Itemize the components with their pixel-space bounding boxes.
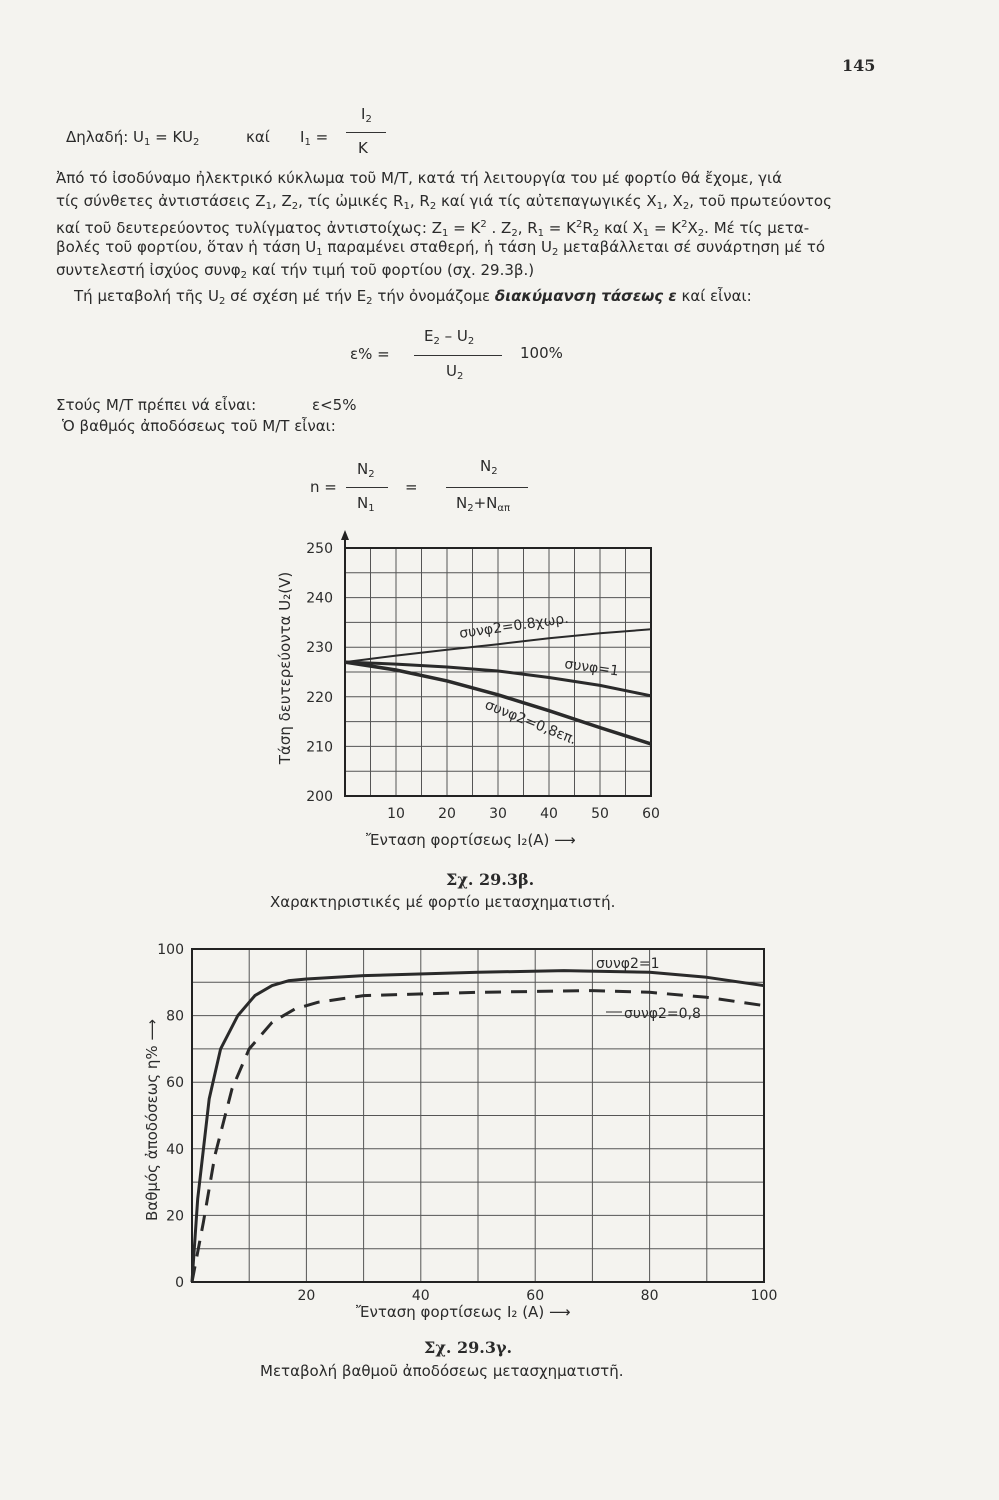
x-tick-label: 50 bbox=[591, 806, 609, 822]
paragraph-line: Τή μεταβολή τῆς $U_2$ σέ σχέση μέ τήν $E_2$ τήν ὀνομάζομε διακύμανση τάσεως ε καί εἶναι: bbox=[74, 287, 752, 307]
y-tick-label: 60 bbox=[166, 1075, 184, 1092]
y-axis-label: Βαθμός ἀποδόσεως η% ⟶ bbox=[143, 1019, 161, 1221]
page-number: 145 bbox=[842, 56, 876, 75]
y-axis-label: Τάση δευτερεύοντα U₂(V) bbox=[276, 571, 294, 765]
x-tick-label: 40 bbox=[540, 806, 558, 822]
x-tick-label: 30 bbox=[489, 806, 507, 822]
x-tick-label: 100 bbox=[750, 1288, 778, 1304]
x-tick-label: 60 bbox=[642, 806, 660, 822]
equation-kai: καί bbox=[246, 128, 270, 146]
figure-g-caption-number: Σχ. 29.3γ. bbox=[424, 1338, 513, 1357]
equation-eps-den: $U_2$ bbox=[446, 362, 464, 382]
x-tick-label: 80 bbox=[640, 1288, 659, 1304]
paragraph-line: καί τοῦ δευτερεύοντος τυλίγματος ἀντιστοίχως: $Z_1 = K^2$ . $Z_2$, $R_1 = K^2R_2$ καί $X_1 = K^2X_2$. Μέ τίς μετα- bbox=[56, 219, 810, 239]
equation-eps-rhs: 100% bbox=[520, 344, 563, 362]
series-label: συνφ2=0.8χωρ. bbox=[458, 610, 570, 642]
y-tick-label: 100 bbox=[157, 942, 184, 958]
equation-n-num2: $N_2$ bbox=[480, 457, 498, 477]
text-limit: Στούς Μ/Τ πρέπει νά εἶναι: bbox=[56, 396, 257, 414]
series-label: συνφ2=0,8επ. bbox=[482, 696, 579, 749]
y-tick-label: 250 bbox=[306, 541, 333, 557]
paragraph-line: βολές τοῦ φορτίου, ὅταν ἡ τάση $U_1$ παραμένει σταθερή, ἡ τάση $U_2$ μεταβάλλεται σέ συνάρτηση μέ τό bbox=[56, 238, 826, 258]
text-efficiency-intro: Ὁ βαθμός ἀποδόσεως τοῦ Μ/Τ εἶναι: bbox=[62, 417, 336, 435]
paragraph-line: Ἀπό τό ἰσοδύναμο ἠλεκτρικό κύκλωμα τοῦ Μ/Τ, κατά τή λειτουργία του μέ φορτίο θά ἔχομε, γιά bbox=[56, 169, 783, 187]
y-tick-label: 210 bbox=[306, 739, 333, 756]
fraction-denominator-k: K bbox=[358, 139, 368, 157]
equation-eps-num: $E_2 - U_2$ bbox=[424, 327, 475, 347]
figure-g-caption-text: Μεταβολή βαθμοῦ ἀποδόσεως μετασχηματιστῆ. bbox=[260, 1362, 624, 1380]
x-tick-label: 20 bbox=[438, 806, 456, 822]
x-tick-label: 40 bbox=[411, 1288, 430, 1304]
equation-n-num1: $N_2$ bbox=[357, 460, 375, 480]
y-tick-label: 200 bbox=[306, 789, 333, 805]
x-axis-label: Ἔνταση φορτίσεως I₂ (A) ⟶ bbox=[356, 1303, 571, 1321]
equation-n-den2: $N_2+N_{\alpha\pi}$ bbox=[456, 494, 511, 514]
figure-b-caption-text: Χαρακτηριστικές μέ φορτίο μετασχηματιστή. bbox=[270, 893, 616, 911]
paragraph-line: συντελεστή ἰσχύος συνφ$_2$ καί τήν τιμή τοῦ φορτίου (σχ. 29.3β.) bbox=[56, 261, 535, 281]
y-axis-arrow-head bbox=[341, 530, 349, 540]
figure-b-caption-number: Σχ. 29.3β. bbox=[446, 870, 535, 889]
y-tick-label: 230 bbox=[306, 640, 333, 657]
y-tick-label: 220 bbox=[306, 689, 333, 706]
chart-voltage-plot bbox=[276, 530, 660, 849]
term-voltage-regulation: διακύμανση τάσεως ε bbox=[494, 287, 677, 305]
y-tick-label: 240 bbox=[306, 590, 333, 607]
equation-i1: $I_1$ = bbox=[300, 128, 329, 148]
y-tick-label: 0 bbox=[175, 1275, 184, 1291]
y-tick-label: 20 bbox=[166, 1208, 184, 1225]
equation-n-den1: $N_1$ bbox=[357, 494, 375, 514]
paragraph-line: τίς σύνθετες ἀντιστάσεις $Z_1$, $Z_2$, τίς ὠμικές $R_1$, $R_2$ καί γιά τίς αὐτεπαγωγικές $X_1$, $X_2$, τοῦ πρωτεύοντος bbox=[56, 192, 832, 212]
y-tick-label: 40 bbox=[166, 1141, 184, 1158]
text-limit-value: ε<5% bbox=[312, 396, 357, 414]
series-label: συνφ=1 bbox=[563, 656, 620, 680]
fraction-numerator-i2: $I_2$ bbox=[361, 105, 372, 125]
equation-n-eq: = bbox=[405, 478, 418, 496]
chart-efficiency-plot bbox=[143, 942, 777, 1321]
x-axis-label: Ἔνταση φορτίσεως I₂(A) ⟶ bbox=[366, 831, 576, 849]
series-label: συνφ2=1 bbox=[596, 956, 660, 972]
equation-u1: Δηλαδή: $U_1 = KU_2$ bbox=[66, 128, 200, 148]
equation-eps-lhs: ε% = bbox=[350, 345, 390, 363]
x-tick-label: 60 bbox=[526, 1288, 545, 1304]
series-label: συνφ2=0,8 bbox=[624, 1006, 701, 1022]
y-tick-label: 80 bbox=[166, 1008, 184, 1025]
equation-n-lhs: n = bbox=[310, 478, 337, 496]
x-tick-label: 20 bbox=[297, 1288, 316, 1304]
x-tick-label: 10 bbox=[387, 806, 405, 822]
